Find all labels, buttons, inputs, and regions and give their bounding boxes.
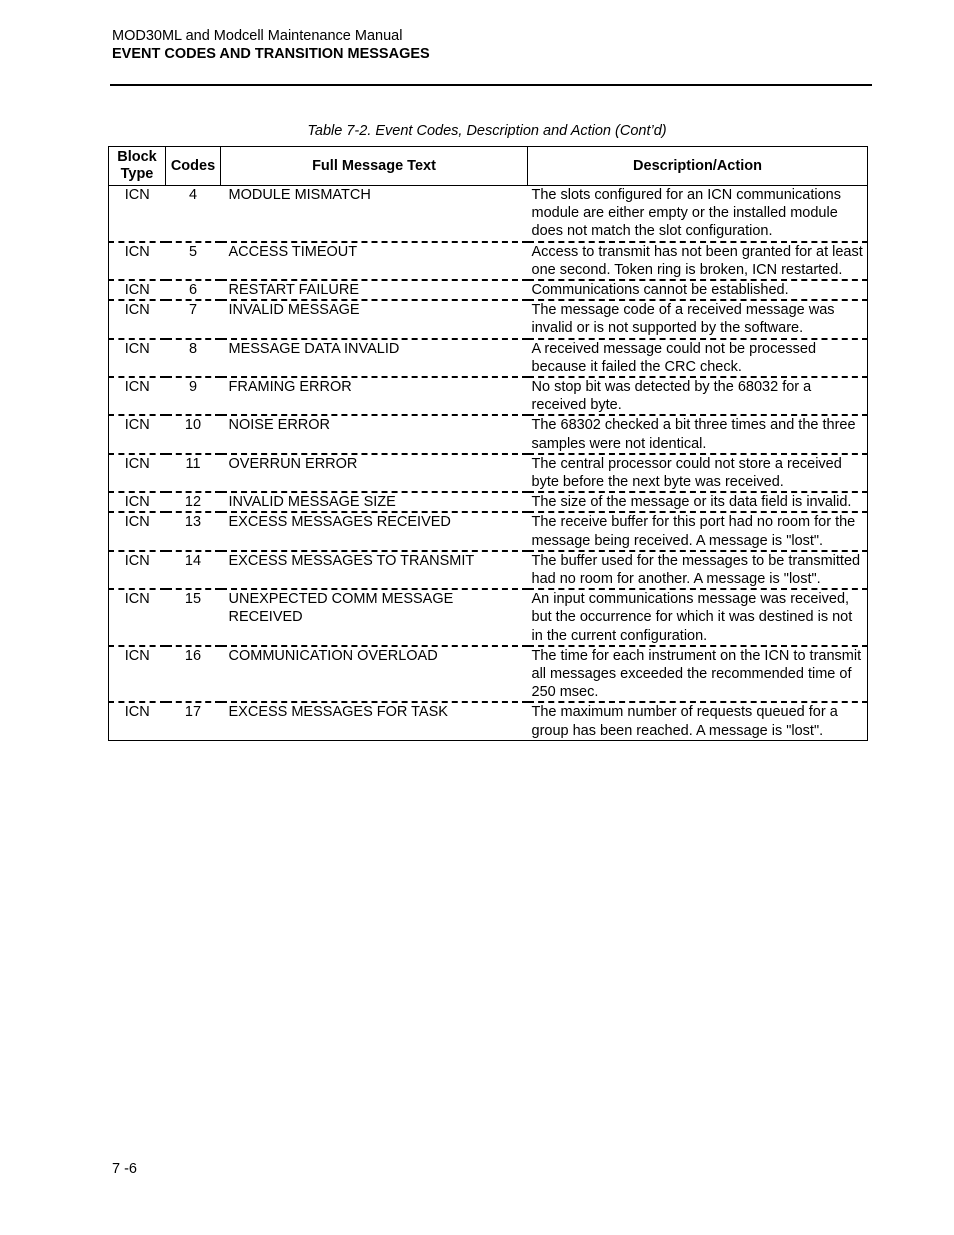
table-row (109, 415, 868, 453)
col-header-block-type: Block Type (109, 147, 166, 186)
cell-code: 17 (166, 702, 221, 740)
cell-description: The buffer used for the messages to be transmitted had no room for another. A message is "lost". (528, 551, 868, 589)
table-row (109, 512, 868, 550)
cell-block-type: ICN (109, 702, 166, 740)
cell-code: 16 (184, 647, 202, 664)
cell-code: 8 (188, 340, 198, 357)
table-row (109, 339, 868, 377)
cell-message: EXCESS MESSAGES TO TRANSMIT (228, 552, 475, 569)
cell-message: COMMUNICATION OVERLOAD (228, 647, 438, 664)
cell-block-type: ICN (109, 551, 166, 589)
table-row (109, 300, 868, 338)
cell-code: 12 (184, 494, 202, 511)
cell-description: The time for each instrument on the ICN to transmit all messages exceeded the recommended time of 250 msec. (528, 646, 868, 703)
page-number: 7 -6 (112, 1161, 137, 1177)
cell-description: An input communications message was received, but the occurrence for which it was destined is not in the current configuration. (528, 589, 868, 646)
cell-message: RESTART FAILURE (228, 282, 360, 299)
cell-description: The slots configured for an ICN communications module are either empty or the installed module does not match the slot configuration. (528, 186, 868, 242)
cell-message: INVALID MESSAGE SIZE (228, 494, 396, 511)
cell-description: The maximum number of requests queued for a group has been reached. A message is "lost". (528, 702, 868, 740)
table-row (109, 454, 868, 492)
cell-block-type: ICN (109, 415, 166, 453)
cell-message: MESSAGE DATA INVALID (228, 340, 400, 357)
cell-description: A received message could not be processed because it failed the CRC check. (528, 339, 868, 377)
table-body (109, 186, 868, 741)
section-title: EVENT CODES AND TRANSITION MESSAGES (112, 46, 430, 62)
cell-block-type: ICN (109, 646, 166, 703)
col-header-description: Description/Action (528, 147, 868, 186)
cell-message: EXCESS MESSAGES FOR TASK (221, 702, 528, 740)
cell-block-type: ICN (109, 454, 166, 492)
cell-block-type: ICN (109, 339, 166, 377)
col-header-codes: Codes (166, 147, 221, 186)
cell-code: 4 (188, 187, 198, 203)
cell-message: UNEXPECTED COMM MESSAGE RECEIVED (228, 591, 454, 626)
cell-message: INVALID MESSAGE (228, 302, 360, 319)
cell-block-type: ICN (109, 186, 166, 242)
cell-description: The central processor could not store a received byte before the next byte was received. (528, 454, 868, 492)
cell-message: EXCESS MESSAGES RECEIVED (228, 514, 451, 531)
cell-description: The receive buffer for this port had no room for the message being received. A message is "lost". (528, 512, 868, 550)
cell-description: Access to transmit has not been granted for at least one second. Token ring is broken, ICN restarted. (528, 242, 868, 280)
cell-message: ACCESS TIMEOUT (228, 243, 358, 260)
table-row (109, 242, 868, 280)
cell-code: 14 (184, 552, 202, 569)
cell-block-type: ICN (109, 280, 166, 300)
cell-block-type: ICN (109, 300, 166, 338)
cell-block-type: ICN (109, 512, 166, 550)
table-row (109, 589, 868, 646)
cell-block-type: ICN (109, 589, 166, 646)
table-row (109, 492, 868, 512)
cell-description: No stop bit was detected by the 68032 for a received byte. (528, 377, 868, 415)
cell-code: 11 (185, 455, 201, 472)
cell-code: 5 (188, 243, 198, 260)
col-header-full-message: Full Message Text (221, 147, 528, 186)
table-header-row (109, 147, 868, 186)
cell-description: The 68302 checked a bit three times and the three samples were not identical. (528, 415, 868, 453)
cell-description: Communications cannot be established. (528, 280, 868, 300)
cell-code: 10 (184, 417, 202, 434)
cell-message: MODULE MISMATCH (228, 187, 371, 203)
cell-code: 7 (188, 302, 198, 319)
cell-block-type: ICN (109, 377, 166, 415)
cell-block-type: ICN (109, 492, 166, 512)
table-caption: Table 7-2. Event Codes, Description and Action (Cont’d) (307, 123, 667, 139)
cell-code: 9 (188, 379, 198, 396)
cell-message: NOISE ERROR (228, 417, 331, 434)
table-row (109, 702, 868, 740)
cell-block-type: ICN (109, 242, 166, 280)
header-rule (110, 84, 872, 86)
cell-message: OVERRUN ERROR (228, 455, 358, 472)
table-row (109, 551, 868, 589)
cell-message: FRAMING ERROR (228, 379, 352, 396)
table-row (109, 646, 868, 703)
cell-code: 15 (184, 591, 202, 608)
table-row (109, 186, 868, 242)
event-codes-table (108, 146, 868, 741)
table-row (109, 280, 868, 300)
cell-code: 13 (184, 514, 202, 531)
table-row (109, 377, 868, 415)
cell-description: The size of the message or its data field is invalid. (528, 492, 868, 512)
cell-description: The message code of a received message was invalid or is not supported by the software. (528, 300, 868, 338)
manual-title: MOD30ML and Modcell Maintenance Manual (112, 28, 403, 44)
cell-code: 6 (188, 282, 198, 299)
